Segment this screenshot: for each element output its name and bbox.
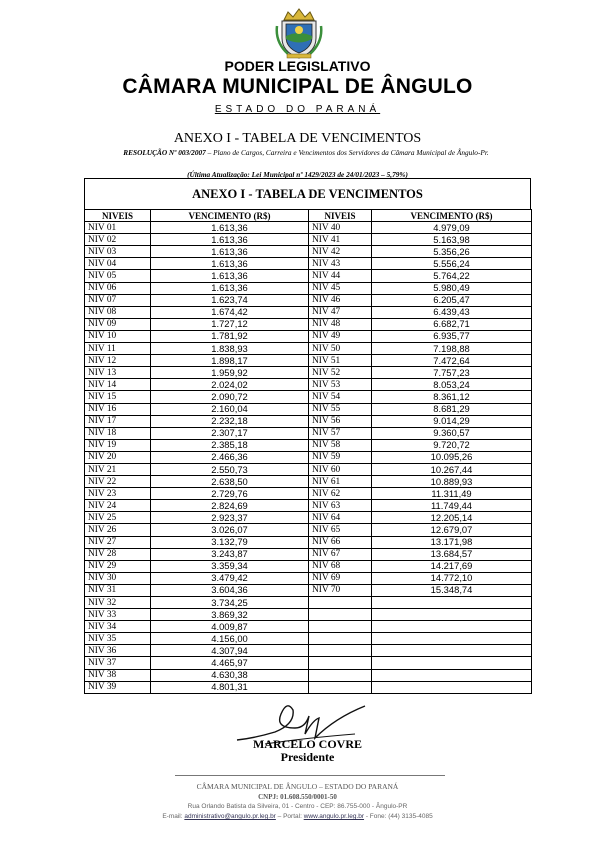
level-cell: NIV 18 (85, 427, 151, 439)
level-cell (309, 597, 372, 609)
salary-cell: 3.479,42 (151, 572, 309, 584)
salary-cell: 1.898,17 (151, 355, 309, 367)
salary-cell (372, 633, 532, 645)
salary-cell: 1.781,92 (151, 330, 309, 342)
level-cell: NIV 02 (85, 234, 151, 246)
level-cell: NIV 22 (85, 476, 151, 488)
level-cell: NIV 31 (85, 584, 151, 596)
salary-cell: 8.053,24 (372, 379, 532, 391)
table-row (85, 633, 532, 645)
table-row (85, 597, 532, 609)
salary-cell: 1.727,12 (151, 318, 309, 330)
salary-cell: 2.307,17 (151, 427, 309, 439)
salary-cell: 14.772,10 (372, 572, 532, 584)
salary-cell: 2.638,50 (151, 476, 309, 488)
salary-cell: 1.959,92 (151, 367, 309, 379)
table-row (85, 657, 532, 669)
footer-address: Rua Orlando Batista da Silveira, 01 - Centro - CEP: 86.755-000 - Ângulo-PR (187, 803, 408, 810)
salary-cell (372, 609, 532, 621)
salary-cell: 6.935,77 (372, 330, 532, 342)
level-cell: NIV 07 (85, 294, 151, 306)
level-cell: NIV 55 (309, 403, 372, 415)
salary-cell: 5.356,26 (372, 246, 532, 258)
table-row (85, 318, 532, 330)
level-cell (309, 609, 372, 621)
level-cell: NIV 21 (85, 463, 151, 475)
level-cell (309, 657, 372, 669)
level-cell: NIV 25 (85, 512, 151, 524)
table-row (85, 584, 532, 596)
salary-cell: 9.014,29 (372, 415, 532, 427)
level-cell: NIV 30 (85, 572, 151, 584)
table-body (85, 222, 532, 694)
salary-cell: 4.009,87 (151, 621, 309, 633)
level-cell: NIV 15 (85, 391, 151, 403)
level-cell: NIV 57 (309, 427, 372, 439)
level-cell: NIV 49 (309, 330, 372, 342)
table-row (85, 548, 532, 560)
salary-cell: 1.613,36 (151, 258, 309, 270)
salary-cell: 2.729,76 (151, 488, 309, 500)
level-cell: NIV 11 (85, 343, 151, 355)
header-levels: NIVEIS (309, 210, 372, 222)
table-row (85, 282, 532, 294)
salary-cell (372, 621, 532, 633)
salary-cell: 5.764,22 (372, 270, 532, 282)
salary-cell: 6.205,47 (372, 294, 532, 306)
table-row (85, 512, 532, 524)
salary-cell: 1.623,74 (151, 294, 309, 306)
salary-cell: 14.217,69 (372, 560, 532, 572)
table-row (85, 330, 532, 342)
resolution-text (96, 148, 516, 157)
level-cell: NIV 34 (85, 621, 151, 633)
level-cell: NIV 65 (309, 524, 372, 536)
salary-cell: 1.613,36 (151, 270, 309, 282)
salary-cell: 3.132,79 (151, 536, 309, 548)
level-cell: NIV 50 (309, 343, 372, 355)
salary-cell: 4.630,38 (151, 669, 309, 681)
signatory-name: MARCELO COVRE (252, 737, 362, 751)
level-cell: NIV 23 (85, 488, 151, 500)
level-cell: NIV 51 (309, 355, 372, 367)
level-cell: NIV 19 (85, 439, 151, 451)
salary-cell: 1.613,36 (151, 246, 309, 258)
table-header-row (85, 210, 532, 222)
salary-cell: 9.720,72 (372, 439, 532, 451)
salary-cell: 6.682,71 (372, 318, 532, 330)
salary-cell: 2.466,36 (151, 451, 309, 463)
salary-cell: 4.801,31 (151, 681, 309, 693)
level-cell: NIV 08 (85, 306, 151, 318)
salary-cell: 3.243,87 (151, 548, 309, 560)
salary-cell: 2.824,69 (151, 500, 309, 512)
level-cell (309, 621, 372, 633)
level-cell: NIV 43 (309, 258, 372, 270)
salary-cell: 2.385,18 (151, 439, 309, 451)
resolution-description: – Plano de Cargos, Carreira e Vencimentos dos Servidores da Câmara Municipal de Ângulo-Pr. (205, 148, 489, 157)
salary-cell (372, 657, 532, 669)
level-cell: NIV 48 (309, 318, 372, 330)
salary-cell (372, 681, 532, 693)
salary-cell: 7.472,64 (372, 355, 532, 367)
table-row (85, 234, 532, 246)
salary-cell: 8.681,29 (372, 403, 532, 415)
level-cell: NIV 14 (85, 379, 151, 391)
level-cell: NIV 09 (85, 318, 151, 330)
level-cell: NIV 54 (309, 391, 372, 403)
level-cell: NIV 27 (85, 536, 151, 548)
level-cell: NIV 20 (85, 451, 151, 463)
level-cell: NIV 66 (309, 536, 372, 548)
salary-cell: 2.550,73 (151, 463, 309, 475)
table-row (85, 306, 532, 318)
level-cell: NIV 17 (85, 415, 151, 427)
table-row (85, 258, 532, 270)
salary-cell: 1.613,36 (151, 222, 309, 234)
salary-cell: 1.613,36 (151, 282, 309, 294)
salary-cell: 11.749,44 (372, 500, 532, 512)
table-row (85, 669, 532, 681)
salary-cell: 1.613,36 (151, 234, 309, 246)
level-cell: NIV 58 (309, 439, 372, 451)
salary-cell: 4.307,94 (151, 645, 309, 657)
level-cell: NIV 46 (309, 294, 372, 306)
level-cell: NIV 68 (309, 560, 372, 572)
level-cell: NIV 10 (85, 330, 151, 342)
salary-cell: 15.348,74 (372, 584, 532, 596)
salary-cell: 5.556,24 (372, 258, 532, 270)
level-cell: NIV 45 (309, 282, 372, 294)
email-label: E-mail: (162, 813, 185, 820)
header-authority: PODER LEGISLATIVO (224, 58, 371, 74)
salary-cell: 4.156,00 (151, 633, 309, 645)
level-cell (309, 645, 372, 657)
table-row (85, 270, 532, 282)
portal-label: – Portal: (275, 813, 304, 820)
level-cell: NIV 24 (85, 500, 151, 512)
email-link[interactable]: administrativo@angulo.pr.leg.br (184, 813, 276, 820)
salary-cell (372, 669, 532, 681)
table-row (85, 476, 532, 488)
salary-cell: 5.980,49 (372, 282, 532, 294)
table-row (85, 488, 532, 500)
salary-cell: 10.889,93 (372, 476, 532, 488)
salary-cell: 3.734,25 (151, 597, 309, 609)
municipal-coat-of-arms-icon (274, 6, 324, 60)
header-state: ESTADO DO PARANÁ (214, 104, 381, 115)
table-row (85, 500, 532, 512)
salary-cell: 6.439,43 (372, 306, 532, 318)
level-cell: NIV 05 (85, 270, 151, 282)
level-cell: NIV 26 (85, 524, 151, 536)
salary-cell: 2.232,18 (151, 415, 309, 427)
level-cell: NIV 37 (85, 657, 151, 669)
level-cell: NIV 67 (309, 548, 372, 560)
level-cell (309, 681, 372, 693)
level-cell: NIV 41 (309, 234, 372, 246)
level-cell: NIV 64 (309, 512, 372, 524)
level-cell: NIV 06 (85, 282, 151, 294)
level-cell: NIV 63 (309, 500, 372, 512)
last-update: (Última Atualização: Lei Municipal nº 1429/2023 de 24/01/2023 – 5,79%) (187, 170, 408, 179)
level-cell: NIV 56 (309, 415, 372, 427)
table-row (85, 524, 532, 536)
table-row (85, 367, 532, 379)
level-cell: NIV 01 (85, 222, 151, 234)
table-row (85, 355, 532, 367)
level-cell: NIV 42 (309, 246, 372, 258)
salary-cell: 10.095,26 (372, 451, 532, 463)
salary-cell: 7.198,88 (372, 343, 532, 355)
table-row (85, 403, 532, 415)
table-row (85, 451, 532, 463)
header-institution: CÂMARA MUNICIPAL DE ÂNGULO (122, 75, 473, 98)
level-cell: NIV 04 (85, 258, 151, 270)
level-cell: NIV 52 (309, 367, 372, 379)
table-row (85, 645, 532, 657)
salary-cell: 7.757,23 (372, 367, 532, 379)
table-row (85, 427, 532, 439)
table-row (85, 246, 532, 258)
salary-cell (372, 645, 532, 657)
salary-cell: 2.923,37 (151, 512, 309, 524)
salary-cell: 2.024,02 (151, 379, 309, 391)
level-cell: NIV 39 (85, 681, 151, 693)
portal-link[interactable]: www.angulo.pr.leg.br (303, 813, 365, 820)
salary-cell: 5.163,98 (372, 234, 532, 246)
table-row (85, 560, 532, 572)
level-cell: NIV 33 (85, 609, 151, 621)
table-row (85, 536, 532, 548)
table-row (85, 343, 532, 355)
salary-cell: 10.267,44 (372, 463, 532, 475)
salary-cell: 1.838,93 (151, 343, 309, 355)
salary-cell: 12.205,14 (372, 512, 532, 524)
level-cell: NIV 12 (85, 355, 151, 367)
level-cell: NIV 61 (309, 476, 372, 488)
level-cell (309, 633, 372, 645)
salary-cell: 11.311,49 (372, 488, 532, 500)
table-row (85, 621, 532, 633)
level-cell (309, 669, 372, 681)
header-salary: VENCIMENTO (R$) (151, 210, 309, 222)
footer-cnpj: CNPJ: 01.608.550/0001-50 (258, 793, 337, 801)
table-row (85, 439, 532, 451)
table-row (85, 222, 532, 234)
salary-cell: 3.604,36 (151, 584, 309, 596)
salary-cell: 2.160,04 (151, 403, 309, 415)
level-cell: NIV 32 (85, 597, 151, 609)
resolution-number: RESOLUÇÃO Nº 003/2007 (123, 148, 206, 157)
salary-cell: 4.979,09 (372, 222, 532, 234)
level-cell: NIV 53 (309, 379, 372, 391)
header-levels: NIVEIS (85, 210, 151, 222)
table-title: ANEXO I - TABELA DE VENCIMENTOS (192, 187, 423, 201)
level-cell: NIV 03 (85, 246, 151, 258)
salary-cell: 3.359,34 (151, 560, 309, 572)
level-cell: NIV 16 (85, 403, 151, 415)
table-row (85, 609, 532, 621)
table-row (85, 391, 532, 403)
salary-cell: 13.171,98 (372, 536, 532, 548)
salary-table (84, 209, 532, 694)
salary-cell: 3.869,32 (151, 609, 309, 621)
level-cell: NIV 29 (85, 560, 151, 572)
salary-cell: 4.465,97 (151, 657, 309, 669)
salary-cell: 2.090,72 (151, 391, 309, 403)
level-cell: NIV 36 (85, 645, 151, 657)
table-row (85, 463, 532, 475)
table-row (85, 379, 532, 391)
level-cell: NIV 40 (309, 222, 372, 234)
level-cell: NIV 44 (309, 270, 372, 282)
footer-contacts (0, 813, 595, 820)
salary-cell: 13.684,57 (372, 548, 532, 560)
salary-cell (372, 597, 532, 609)
level-cell: NIV 28 (85, 548, 151, 560)
level-cell: NIV 60 (309, 463, 372, 475)
level-cell: NIV 47 (309, 306, 372, 318)
salary-cell: 9.360,57 (372, 427, 532, 439)
level-cell: NIV 13 (85, 367, 151, 379)
salary-cell: 8.361,12 (372, 391, 532, 403)
footer-institution: CÂMARA MUNICIPAL DE ÂNGULO – ESTADO DO PARANÁ (196, 782, 399, 791)
table-row (85, 294, 532, 306)
level-cell: NIV 70 (309, 584, 372, 596)
document-title: ANEXO I - TABELA DE VENCIMENTOS (173, 131, 422, 146)
table-row (85, 572, 532, 584)
salary-cell: 12.679,07 (372, 524, 532, 536)
level-cell: NIV 35 (85, 633, 151, 645)
level-cell: NIV 38 (85, 669, 151, 681)
footer-phone: - Fone: (44) 3135-4085 (364, 813, 433, 820)
level-cell: NIV 69 (309, 572, 372, 584)
salary-cell: 3.026,07 (151, 524, 309, 536)
header-salary: VENCIMENTO (R$) (372, 210, 532, 222)
table-row (85, 681, 532, 693)
signatory-role: Presidente (280, 750, 335, 764)
level-cell: NIV 59 (309, 451, 372, 463)
table-row (85, 415, 532, 427)
salary-cell: 1.674,42 (151, 306, 309, 318)
level-cell: NIV 62 (309, 488, 372, 500)
footer-divider (175, 775, 445, 776)
